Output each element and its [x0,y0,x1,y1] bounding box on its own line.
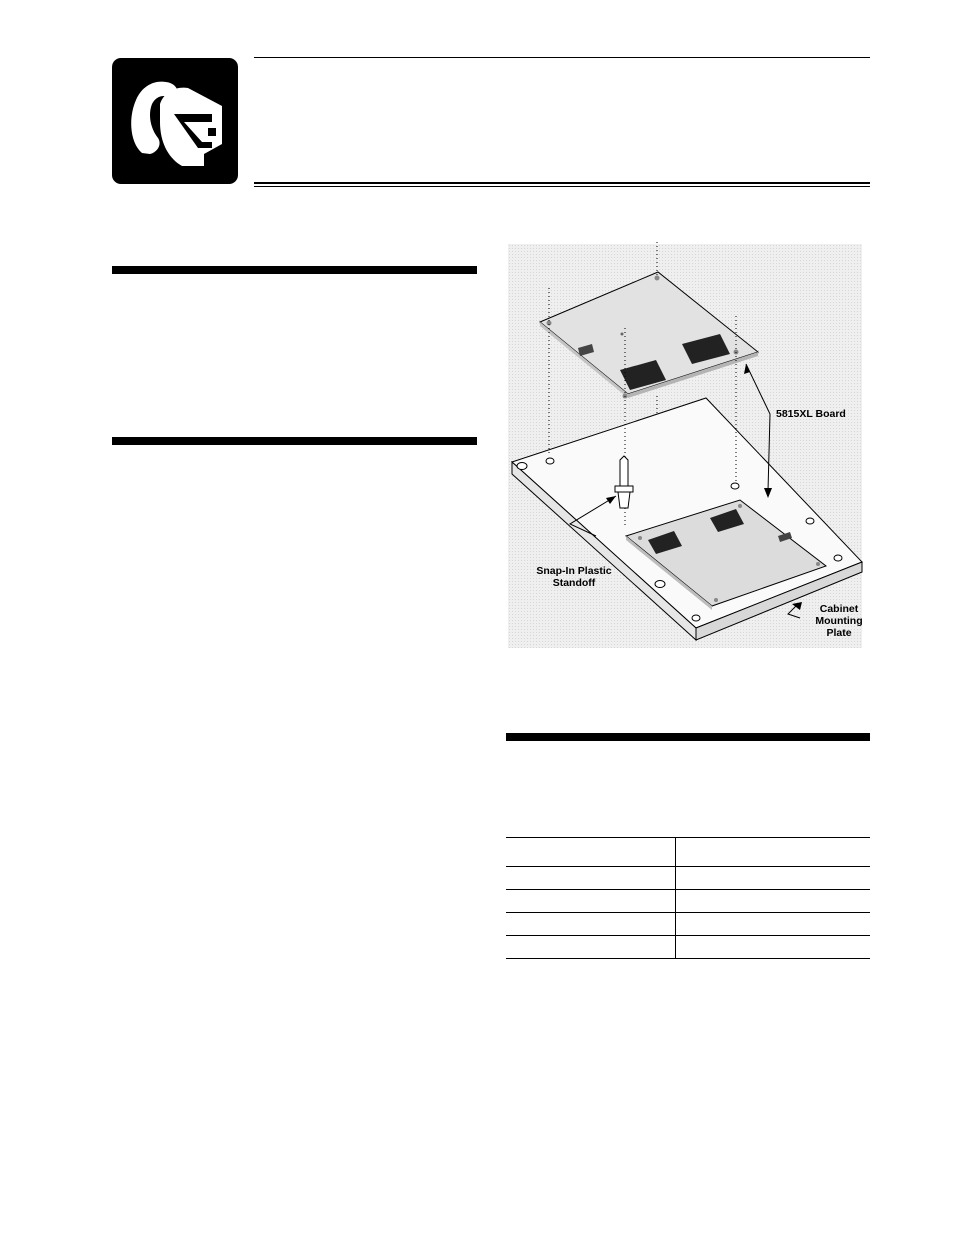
table-cell [676,913,871,936]
table-row [506,890,870,913]
header-rule-bottom [254,182,870,184]
table-cell [506,913,676,936]
table-cell [676,890,871,913]
table-row [506,936,870,959]
table-cell [676,867,871,890]
label-5815xl-board: 5815XL Board [776,408,846,420]
header-rule-bottom-thin [254,186,870,187]
table-cell [506,838,676,867]
section-bar-2 [112,437,477,445]
knight-logo [112,58,238,184]
table-cell [506,936,676,959]
label-cabinet-mounting-plate: Cabinet Mounting Plate [815,603,863,639]
table-cell [506,867,676,890]
installation-figure [500,236,870,656]
knight-helmet-icon [112,58,238,184]
table-cell [676,838,871,867]
spec-table [506,837,870,959]
section-bar-3 [506,733,870,741]
label-snap-in-standoff: Snap-In Plastic Standoff [536,565,612,589]
table-cell [506,890,676,913]
table-cell [676,936,871,959]
mounting-diagram [500,236,870,656]
table-row [506,867,870,890]
table-row [506,913,870,936]
header-rule-top [254,57,870,58]
table-row [506,838,870,867]
section-bar-1 [112,266,477,274]
